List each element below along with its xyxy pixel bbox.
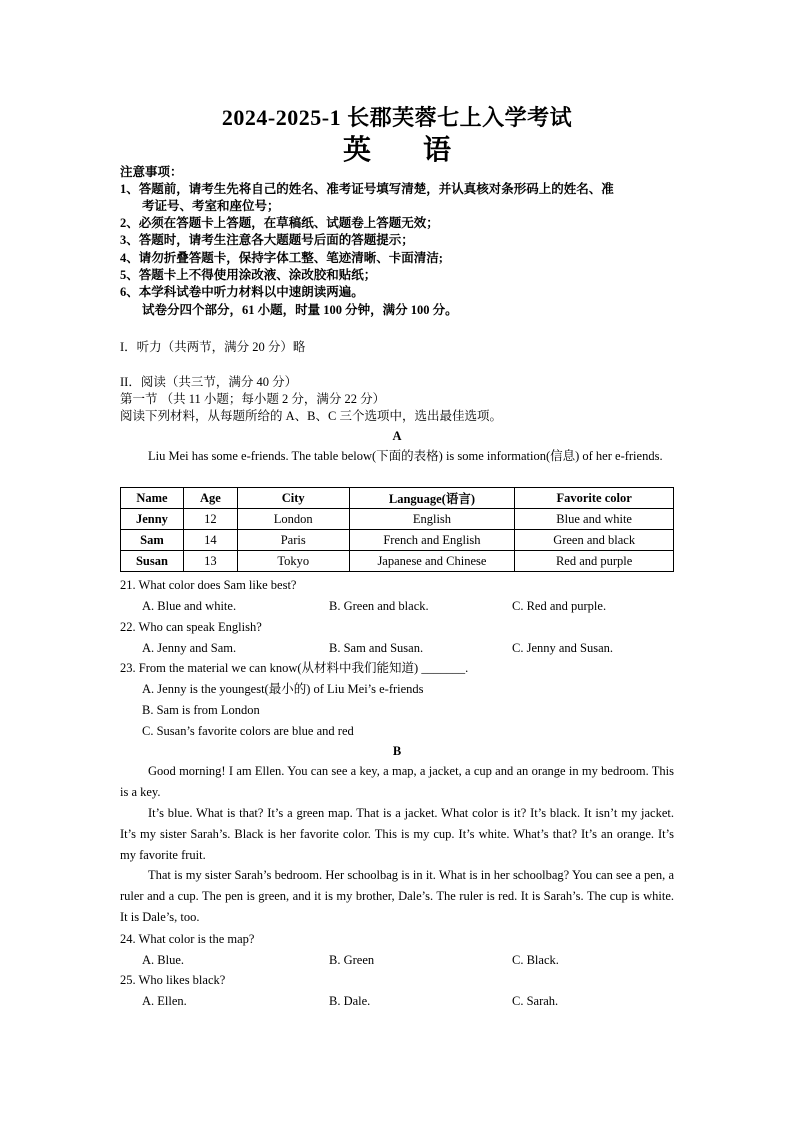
- passage-b-label: B: [392, 744, 402, 758]
- table-cell: Paris: [237, 530, 349, 551]
- notice-item: 6、本学科试卷中听力材料以中速朗读两遍。: [120, 285, 364, 299]
- option-c: C. Jenny and Susan.: [512, 641, 614, 655]
- table-cell: Jenny: [121, 509, 184, 530]
- table-cell: Susan: [121, 551, 184, 572]
- option-c: C. Susan’s favorite colors are blue and red: [142, 724, 354, 738]
- passage-b-paragraph: That is my sister Sarah’s bedroom. Her schoolbag is in it. What is in her schoolbag? You can see a pen, a ruler and a cup. The pen is green, and it is my brother, Dale’s. The ruler is red. It is Sarah’s. The cup is white. It is Dale’s, too.: [120, 868, 674, 924]
- table-row: [121, 530, 674, 551]
- table-cell: English: [349, 509, 515, 530]
- table-header: Age: [183, 488, 237, 509]
- table-cell: London: [237, 509, 349, 530]
- table-header: Name: [121, 488, 184, 509]
- exam-title: 2024-2025-1 长郡芙蓉七上入学考试: [221, 105, 573, 130]
- subject-char-2: 语: [423, 135, 452, 166]
- passage-b-paragraph: It’s blue. What is that? It’s a green map. That is a jacket. What color is it? It’s black. It isn’t my jacket. It’s my sister Sarah’s. Black is her favorite color. This is my cup. It’s white. What’s that? It’s an orange. It’s my favorite fruit.: [120, 806, 674, 862]
- e-friends-table: [120, 487, 674, 572]
- table-cell: 13: [183, 551, 237, 572]
- table-cell: Sam: [121, 530, 184, 551]
- table-cell: Green and black: [515, 530, 674, 551]
- table-cell: Tokyo: [237, 551, 349, 572]
- passage-a-intro: Liu Mei has some e-friends. The table below(下面的表格) is some information(信息) of her e-friends.: [148, 449, 663, 463]
- option-b: B. Green: [329, 953, 375, 967]
- table-header: Language(语言): [349, 488, 515, 509]
- notice-item: 考证号、考室和座位号；: [142, 199, 280, 213]
- section-listening: I．听力（共两节，满分 20 分）略: [120, 340, 306, 354]
- option-b: B. Green and black.: [329, 599, 429, 613]
- question-stem: 22. Who can speak English?: [120, 620, 262, 634]
- option-a: A. Blue and white.: [142, 599, 237, 613]
- notice-item: 1、答题前，请考生先将自己的姓名、准考证号填写清楚，并认真核对条形码上的姓名、准: [120, 182, 614, 196]
- notice-item: 5、答题卡上不得使用涂改液、涂改胶和贴纸；: [120, 268, 377, 282]
- section-instruction: 阅读下列材料，从每题所给的 A、B、C 三个选项中，选出最佳选项。: [120, 409, 502, 423]
- table-cell: Japanese and Chinese: [349, 551, 515, 572]
- passage-b-paragraph: Good morning! I am Ellen. You can see a key, a map, a jacket, a cup and an orange in my bedroom. This is a key.: [120, 764, 674, 799]
- option-a: A. Jenny is the youngest(最小的) of Liu Mei’s e-friends: [142, 682, 424, 696]
- option-b: B. Sam and Susan.: [329, 641, 424, 655]
- notice-item: 2、必须在答题卡上答题，在草稿纸、试题卷上答题无效；: [120, 216, 439, 230]
- table-cell: French and English: [349, 530, 515, 551]
- notice-heading: 注意事项：: [120, 165, 183, 179]
- notice-item: 试卷分四个部分，61 小题，时量 100 分钟，满分 100 分。: [142, 303, 458, 317]
- table-row: [121, 551, 674, 572]
- question-stem: 24. What color is the map?: [120, 932, 255, 946]
- question-stem: 21. What color does Sam like best?: [120, 578, 297, 592]
- option-b: B. Dale.: [329, 994, 371, 1008]
- notice-item: 4、请勿折叠答题卡，保持字体工整、笔迹清晰、卡面清洁;: [120, 251, 443, 265]
- question-stem: 23. From the material we can know(从材料中我们能知道) _______.: [120, 661, 469, 675]
- table-cell: Blue and white: [515, 509, 674, 530]
- subject-title: [0, 128, 794, 168]
- passage-a-label: A: [392, 429, 402, 443]
- option-c: C. Sarah.: [512, 994, 559, 1008]
- table-cell: 12: [183, 509, 237, 530]
- table-header: City: [237, 488, 349, 509]
- option-a: A. Blue.: [142, 953, 185, 967]
- option-c: C. Black.: [512, 953, 559, 967]
- option-a: A. Ellen.: [142, 994, 187, 1008]
- table-row: [121, 509, 674, 530]
- table-cell: 14: [183, 530, 237, 551]
- section-reading: II．阅读（共三节，满分 40 分）: [120, 375, 298, 389]
- question-stem: 25. Who likes black?: [120, 973, 226, 987]
- table-header: Favorite color: [515, 488, 674, 509]
- option-a: A. Jenny and Sam.: [142, 641, 237, 655]
- section-part1: 第一节 （共 11 小题；每小题 2 分，满分 22 分）: [120, 392, 386, 406]
- table-cell: Red and purple: [515, 551, 674, 572]
- option-b: B. Sam is from London: [142, 703, 260, 717]
- notice-item: 3、答题时，请考生注意各大题题号后面的答题提示；: [120, 233, 414, 247]
- option-c: C. Red and purple.: [512, 599, 607, 613]
- subject-char-1: 英: [342, 135, 371, 166]
- table-header-row: [121, 488, 674, 509]
